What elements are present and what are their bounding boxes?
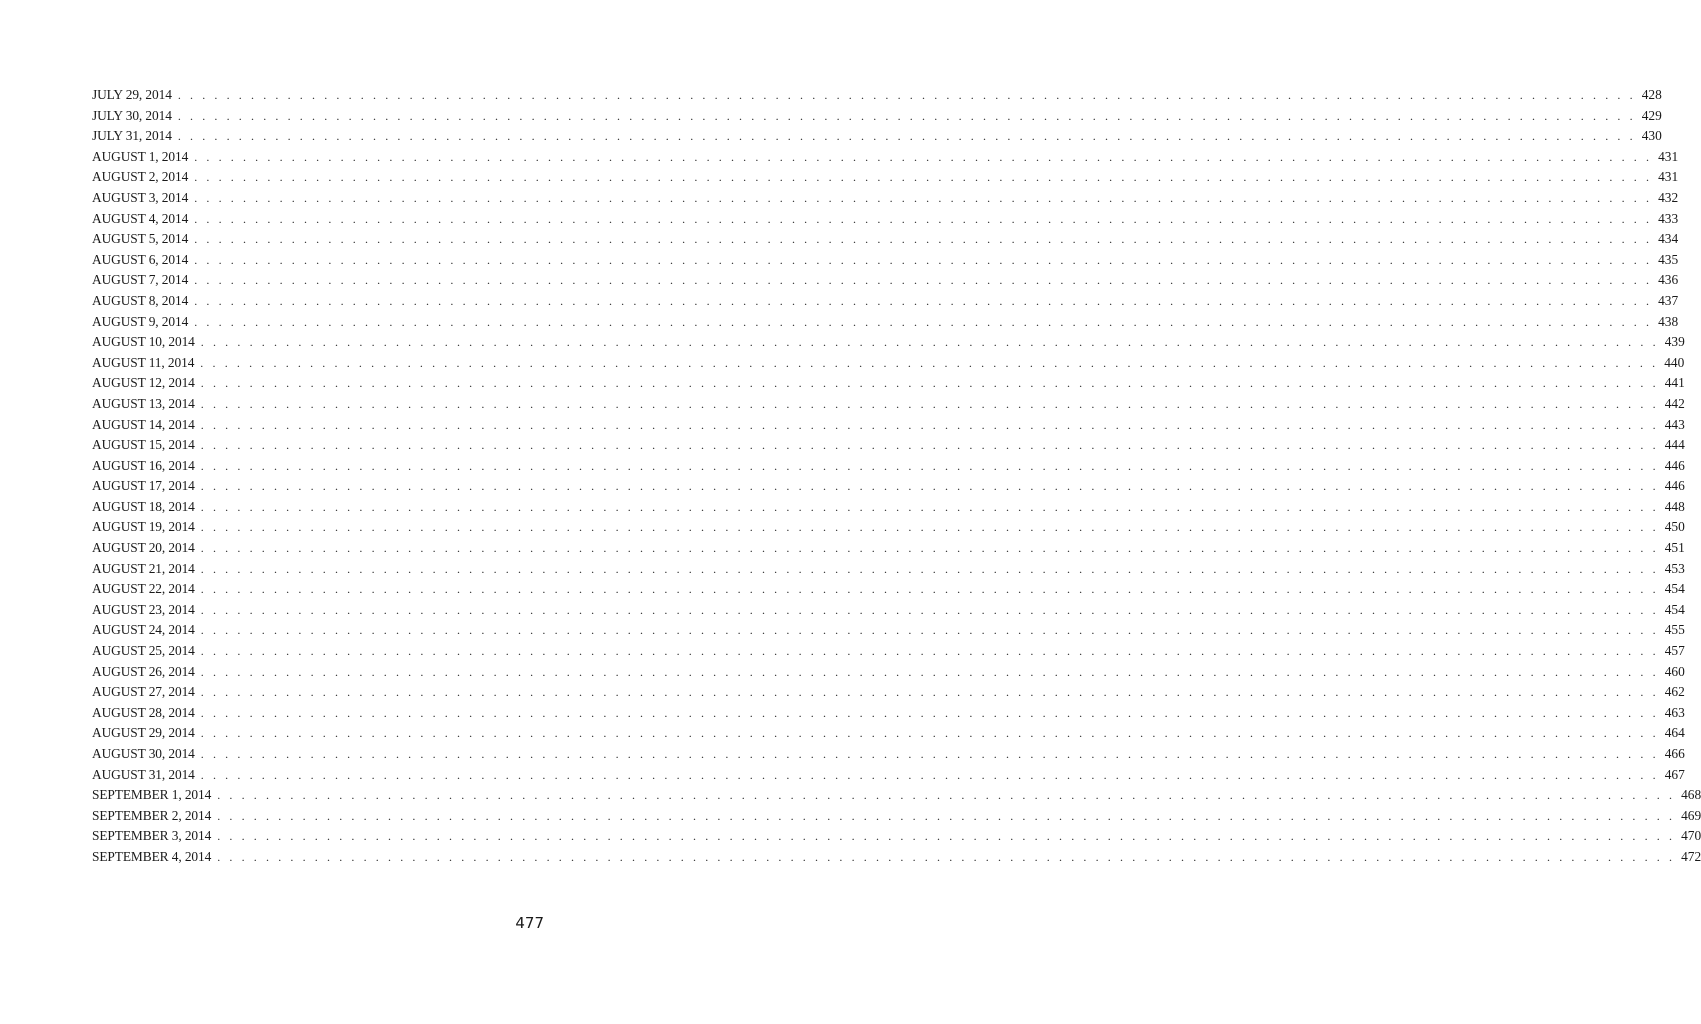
toc-dot-leader: . . . . . . . . . . . . . . . . . . . . . . . . . . . . . . . . . . . . . . . . . . . . . . . . . . . . . . . . . . . . . . . . . . . . . . . . . . . . . . . . . . . . . . . . . . . . . . . . . . . . . . . . . . . . . . . . . . . . . . . . xyxy=(200,355,1659,370)
toc-entry-label: AUGUST 5, 2014 xyxy=(92,231,189,247)
toc-entry-page: 470 xyxy=(1681,828,1701,844)
toc-entry-page: 457 xyxy=(1664,643,1685,659)
toc-dot-leader: . . . . . . . . . . . . . . . . . . . . . . . . . . . . . . . . . . . . . . . . . . . . . . . . . . . . . . . . . . . . . . . . . . . . . . . . . . . . . . . . . . . . . . . . . . . . . . . . . . . . . . . . . . . . . . . . . . . . . . . . xyxy=(200,644,1659,659)
toc-entry[interactable] xyxy=(92,620,1685,641)
toc-entry-label: AUGUST 30, 2014 xyxy=(92,746,195,761)
toc-entry[interactable] xyxy=(92,517,1685,538)
toc-entry[interactable] xyxy=(92,682,1685,703)
toc-entry[interactable] xyxy=(92,229,1679,250)
toc-dot-leader: . . . . . . . . . . . . . . . . . . . . . . . . . . . . . . . . . . . . . . . . . . . . . . . . . . . . . . . . . . . . . . . . . . . . . . . . . . . . . . . . . . . . . . . . . . . . . . . . . . . . . . . . . . . . . . . . . . . . . . . . xyxy=(200,335,1659,350)
toc-entry-page: 472 xyxy=(1681,848,1701,864)
toc-entry-page: 468 xyxy=(1681,787,1701,803)
toc-dot-leader: . . . . . . . . . . . . . . . . . . . . . . . . . . . . . . . . . . . . . . . . . . . . . . . . . . . . . . . . . . . . . . . . . . . . . . . . . . . . . . . . . . . . . . . . . . . . . . . . . . . . . . . . . . . . . . . . . . . . . . . . xyxy=(177,108,1636,123)
toc-dot-leader: . . . . . . . . . . . . . . . . . . . . . . . . . . . . . . . . . . . . . . . . . . . . . . . . . . . . . . . . . . . . . . . . . . . . . . . . . . . . . . . . . . . . . . . . . . . . . . . . . . . . . . . . . . . . . . . . . . . . . . . . xyxy=(200,747,1659,761)
toc-entry-label: AUGUST 20, 2014 xyxy=(92,540,195,556)
toc-dot-leader: . . . . . . . . . . . . . . . . . . . . . . . . . . . . . . . . . . . . . . . . . . . . . . . . . . . . . . . . . . . . . . . . . . . . . . . . . . . . . . . . . . . . . . . . . . . . . . . . . . . . . . . . . . . . . . . . . . . . . . . . xyxy=(200,767,1659,782)
toc-entry[interactable] xyxy=(92,435,1685,456)
toc-entry-label: AUGUST 8, 2014 xyxy=(92,292,189,308)
toc-entry-label: AUGUST 12, 2014 xyxy=(92,375,195,391)
toc-entry-label: AUGUST 14, 2014 xyxy=(92,416,195,432)
toc-entry[interactable] xyxy=(92,703,1685,724)
toc-entry[interactable] xyxy=(92,847,1701,868)
toc-entry-label: AUGUST 21, 2014 xyxy=(92,560,195,576)
toc-entry[interactable] xyxy=(92,723,1685,744)
toc-entry[interactable] xyxy=(92,785,1701,806)
toc-dot-leader: . . . . . . . . . . . . . . . . . . . . . . . . . . . . . . . . . . . . . . . . . . . . . . . . . . . . . . . . . . . . . . . . . . . . . . . . . . . . . . . . . . . . . . . . . . . . . . . . . . . . . . . . . . . . . . . . . . . . . . . . xyxy=(194,170,1653,185)
toc-dot-leader: . . . . . . . . . . . . . . . . . . . . . . . . . . . . . . . . . . . . . . . . . . . . . . . . . . . . . . . . . . . . . . . . . . . . . . . . . . . . . . . . . . . . . . . . . . . . . . . . . . . . . . . . . . . . . . . . . . . . . . . . xyxy=(200,499,1659,514)
toc-dot-leader: . . . . . . . . . . . . . . . . . . . . . . . . . . . . . . . . . . . . . . . . . . . . . . . . . . . . . . . . . . . . . . . . . . . . . . . . . . . . . . . . . . . . . . . . . . . . . . . . . . . . . . . . . . . . . . . . . . . . . . . . xyxy=(200,438,1659,453)
toc-dot-leader: . . . . . . . . . . . . . . . . . . . . . . . . . . . . . . . . . . . . . . . . . . . . . . . . . . . . . . . . . . . . . . . . . . . . . . . . . . . . . . . . . . . . . . . . . . . . . . . . . . . . . . . . . . . . . . . . . . . . . . . . xyxy=(194,273,1653,288)
toc-dot-leader: . . . . . . . . . . . . . . . . . . . . . . . . . . . . . . . . . . . . . . . . . . . . . . . . . . . . . . . . . . . . . . . . . . . . . . . . . . . . . . . . . . . . . . . . . . . . . . . . . . . . . . . . . . . . . . . . . . . . . . . . xyxy=(200,623,1659,638)
toc-entry-label: SEPTEMBER 1, 2014 xyxy=(92,787,212,803)
toc-dot-leader: . . . . . . . . . . . . . . . . . . . . . . . . . . . . . . . . . . . . . . . . . . . . . . . . . . . . . . . . . . . . . . . . . . . . . . . . . . . . . . . . . . . . . . . . . . . . . . . . . . . . . . . . . . . . . . . . . . . . . . . . xyxy=(217,808,1676,823)
toc-entry-page: 435 xyxy=(1658,251,1679,267)
toc-entry[interactable] xyxy=(92,353,1685,374)
toc-entry[interactable] xyxy=(92,250,1679,271)
toc-entry-page: 446 xyxy=(1664,478,1685,494)
toc-entry[interactable] xyxy=(92,209,1679,230)
toc-entry-page: 443 xyxy=(1664,416,1685,432)
toc-dot-leader: . . . . . . . . . . . . . . . . . . . . . . . . . . . . . . . . . . . . . . . . . . . . . . . . . . . . . . . . . . . . . . . . . . . . . . . . . . . . . . . . . . . . . . . . . . . . . . . . . . . . . . . . . . . . . . . . . . . . . . . . xyxy=(200,520,1659,535)
toc-entry-page: 432 xyxy=(1658,189,1679,205)
toc-entry-page: 441 xyxy=(1664,375,1685,391)
toc-entry-label: AUGUST 4, 2014 xyxy=(92,210,189,226)
toc-entry[interactable] xyxy=(92,270,1679,291)
toc-dot-leader: . . . . . . . . . . . . . . . . . . . . . . . . . . . . . . . . . . . . . . . . . . . . . . . . . . . . . . . . . . . . . . . . . . . . . . . . . . . . . . . . . . . . . . . . . . . . . . . . . . . . . . . . . . . . . . . . . . . . . . . . xyxy=(194,190,1653,205)
toc-entry-page: 434 xyxy=(1658,231,1679,247)
toc-dot-leader: . . . . . . . . . . . . . . . . . . . . . . . . . . . . . . . . . . . . . . . . . . . . . . . . . . . . . . . . . . . . . . . . . . . . . . . . . . . . . . . . . . . . . . . . . . . . . . . . . . . . . . . . . . . . . . . . . . . . . . . . xyxy=(194,314,1653,329)
toc-entry-label: AUGUST 31, 2014 xyxy=(92,766,195,782)
toc-entry-page: 466 xyxy=(1664,746,1685,761)
toc-entry-label: AUGUST 9, 2014 xyxy=(92,313,189,329)
toc-entry[interactable] xyxy=(92,373,1685,394)
toc-entry-label: AUGUST 1, 2014 xyxy=(92,148,189,164)
toc-entry-label: SEPTEMBER 4, 2014 xyxy=(92,848,212,864)
toc-entry-page: 463 xyxy=(1664,704,1685,720)
toc-entry-label: AUGUST 27, 2014 xyxy=(92,684,195,700)
toc-entry-label: SEPTEMBER 2, 2014 xyxy=(92,807,212,823)
toc-entry[interactable] xyxy=(92,85,1662,106)
toc-entry-page: 429 xyxy=(1641,107,1662,123)
toc-entry-label: AUGUST 28, 2014 xyxy=(92,704,195,720)
toc-entry-page: 448 xyxy=(1664,498,1685,514)
toc-entry[interactable] xyxy=(92,600,1685,621)
toc-entry[interactable] xyxy=(92,744,1685,765)
toc-entry[interactable] xyxy=(92,765,1685,786)
toc-entry-label: AUGUST 10, 2014 xyxy=(92,334,195,350)
toc-entry-page: 454 xyxy=(1664,581,1685,597)
toc-dot-leader: . . . . . . . . . . . . . . . . . . . . . . . . . . . . . . . . . . . . . . . . . . . . . . . . . . . . . . . . . . . . . . . . . . . . . . . . . . . . . . . . . . . . . . . . . . . . . . . . . . . . . . . . . . . . . . . . . . . . . . . . xyxy=(194,293,1653,308)
toc-entry-label: JULY 30, 2014 xyxy=(92,107,172,123)
toc-entry-page: 446 xyxy=(1664,457,1685,473)
toc-dot-leader: . . . . . . . . . . . . . . . . . . . . . . . . . . . . . . . . . . . . . . . . . . . . . . . . . . . . . . . . . . . . . . . . . . . . . . . . . . . . . . . . . . . . . . . . . . . . . . . . . . . . . . . . . . . . . . . . . . . . . . . . xyxy=(217,829,1676,844)
toc-entry-page: 455 xyxy=(1664,622,1685,638)
toc-dot-leader: . . . . . . . . . . . . . . . . . . . . . . . . . . . . . . . . . . . . . . . . . . . . . . . . . . . . . . . . . . . . . . . . . . . . . . . . . . . . . . . . . . . . . . . . . . . . . . . . . . . . . . . . . . . . . . . . . . . . . . . . xyxy=(200,602,1659,617)
toc-dot-leader: . . . . . . . . . . . . . . . . . . . . . . . . . . . . . . . . . . . . . . . . . . . . . . . . . . . . . . . . . . . . . . . . . . . . . . . . . . . . . . . . . . . . . . . . . . . . . . . . . . . . . . . . . . . . . . . . . . . . . . . . xyxy=(200,685,1659,700)
toc-entry-label: AUGUST 18, 2014 xyxy=(92,498,195,514)
toc-entry[interactable] xyxy=(92,167,1679,188)
toc-entry-label: AUGUST 11, 2014 xyxy=(92,354,195,370)
toc-dot-leader: . . . . . . . . . . . . . . . . . . . . . . . . . . . . . . . . . . . . . . . . . . . . . . . . . . . . . . . . . . . . . . . . . . . . . . . . . . . . . . . . . . . . . . . . . . . . . . . . . . . . . . . . . . . . . . . . . . . . . . . . xyxy=(200,458,1659,473)
toc-entry-page: 467 xyxy=(1664,766,1685,782)
toc-entry-page: 428 xyxy=(1641,87,1662,102)
toc-dot-leader: . . . . . . . . . . . . . . . . . . . . . . . . . . . . . . . . . . . . . . . . . . . . . . . . . . . . . . . . . . . . . . . . . . . . . . . . . . . . . . . . . . . . . . . . . . . . . . . . . . . . . . . . . . . . . . . . . . . . . . . . xyxy=(200,376,1659,391)
toc-entry-page: 451 xyxy=(1664,540,1685,556)
toc-entry-page: 444 xyxy=(1664,437,1685,453)
toc-entry[interactable] xyxy=(92,579,1685,600)
toc-entry-label: AUGUST 3, 2014 xyxy=(92,189,189,205)
toc-dot-leader: . . . . . . . . . . . . . . . . . . . . . . . . . . . . . . . . . . . . . . . . . . . . . . . . . . . . . . . . . . . . . . . . . . . . . . . . . . . . . . . . . . . . . . . . . . . . . . . . . . . . . . . . . . . . . . . . . . . . . . . . xyxy=(200,705,1659,720)
toc-entry-page: 462 xyxy=(1664,684,1685,700)
toc-entry[interactable] xyxy=(92,126,1662,147)
toc-entry-label: AUGUST 13, 2014 xyxy=(92,395,195,411)
toc-entry[interactable] xyxy=(92,188,1679,209)
toc-dot-leader: . . . . . . . . . . . . . . . . . . . . . . . . . . . . . . . . . . . . . . . . . . . . . . . . . . . . . . . . . . . . . . . . . . . . . . . . . . . . . . . . . . . . . . . . . . . . . . . . . . . . . . . . . . . . . . . . . . . . . . . . xyxy=(217,849,1676,864)
toc-entry[interactable] xyxy=(92,291,1679,312)
toc-entry-page: 454 xyxy=(1664,601,1685,617)
toc-dot-leader: . . . . . . . . . . . . . . . . . . . . . . . . . . . . . . . . . . . . . . . . . . . . . . . . . . . . . . . . . . . . . . . . . . . . . . . . . . . . . . . . . . . . . . . . . . . . . . . . . . . . . . . . . . . . . . . . . . . . . . . . xyxy=(194,211,1653,226)
toc-dot-leader: . . . . . . . . . . . . . . . . . . . . . . . . . . . . . . . . . . . . . . . . . . . . . . . . . . . . . . . . . . . . . . . . . . . . . . . . . . . . . . . . . . . . . . . . . . . . . . . . . . . . . . . . . . . . . . . . . . . . . . . . xyxy=(194,232,1653,247)
toc-entry-page: 469 xyxy=(1681,807,1701,823)
toc-entry-label: AUGUST 25, 2014 xyxy=(92,643,195,659)
toc-entry[interactable] xyxy=(92,456,1685,477)
toc-entry[interactable] xyxy=(92,476,1685,497)
toc-entry[interactable] xyxy=(92,394,1685,415)
toc-dot-leader: . . . . . . . . . . . . . . . . . . . . . . . . . . . . . . . . . . . . . . . . . . . . . . . . . . . . . . . . . . . . . . . . . . . . . . . . . . . . . . . . . . . . . . . . . . . . . . . . . . . . . . . . . . . . . . . . . . . . . . . . xyxy=(217,788,1676,803)
toc-dot-leader: . . . . . . . . . . . . . . . . . . . . . . . . . . . . . . . . . . . . . . . . . . . . . . . . . . . . . . . . . . . . . . . . . . . . . . . . . . . . . . . . . . . . . . . . . . . . . . . . . . . . . . . . . . . . . . . . . . . . . . . . xyxy=(200,396,1659,411)
toc-dot-leader: . . . . . . . . . . . . . . . . . . . . . . . . . . . . . . . . . . . . . . . . . . . . . . . . . . . . . . . . . . . . . . . . . . . . . . . . . . . . . . . . . . . . . . . . . . . . . . . . . . . . . . . . . . . . . . . . . . . . . . . . xyxy=(200,561,1659,576)
toc-entry-label: JULY 29, 2014 xyxy=(92,87,172,102)
toc-entry-page: 438 xyxy=(1658,313,1679,329)
toc-entry[interactable] xyxy=(92,332,1685,353)
toc-entry-label: AUGUST 7, 2014 xyxy=(92,272,189,288)
toc-dot-leader: . . . . . . . . . . . . . . . . . . . . . . . . . . . . . . . . . . . . . . . . . . . . . . . . . . . . . . . . . . . . . . . . . . . . . . . . . . . . . . . . . . . . . . . . . . . . . . . . . . . . . . . . . . . . . . . . . . . . . . . . xyxy=(200,479,1659,494)
toc-entry-label: SEPTEMBER 3, 2014 xyxy=(92,828,212,844)
toc-entry[interactable] xyxy=(92,106,1662,127)
toc-entry-label: AUGUST 29, 2014 xyxy=(92,725,195,741)
toc-dot-leader: . . . . . . . . . . . . . . . . . . . . . . . . . . . . . . . . . . . . . . . . . . . . . . . . . . . . . . . . . . . . . . . . . . . . . . . . . . . . . . . . . . . . . . . . . . . . . . . . . . . . . . . . . . . . . . . . . . . . . . . . xyxy=(200,417,1659,432)
toc-entry-label: JULY 31, 2014 xyxy=(92,128,172,144)
toc-dot-leader: . . . . . . . . . . . . . . . . . . . . . . . . . . . . . . . . . . . . . . . . . . . . . . . . . . . . . . . . . . . . . . . . . . . . . . . . . . . . . . . . . . . . . . . . . . . . . . . . . . . . . . . . . . . . . . . . . . . . . . . . xyxy=(200,541,1659,556)
toc-dot-leader: . . . . . . . . . . . . . . . . . . . . . . . . . . . . . . . . . . . . . . . . . . . . . . . . . . . . . . . . . . . . . . . . . . . . . . . . . . . . . . . . . . . . . . . . . . . . . . . . . . . . . . . . . . . . . . . . . . . . . . . . xyxy=(177,129,1636,144)
toc-dot-leader: . . . . . . . . . . . . . . . . . . . . . . . . . . . . . . . . . . . . . . . . . . . . . . . . . . . . . . . . . . . . . . . . . . . . . . . . . . . . . . . . . . . . . . . . . . . . . . . . . . . . . . . . . . . . . . . . . . . . . . . . xyxy=(200,726,1659,741)
toc-entry-page: 436 xyxy=(1658,272,1679,288)
toc-entry-page: 430 xyxy=(1641,128,1662,144)
toc-entry-label: AUGUST 17, 2014 xyxy=(92,478,195,494)
toc-entry-label: AUGUST 2, 2014 xyxy=(92,169,189,185)
toc-entry-page: 450 xyxy=(1664,519,1685,535)
toc-entry-page: 431 xyxy=(1658,148,1679,164)
toc-entry[interactable] xyxy=(92,147,1679,168)
table-of-contents xyxy=(92,85,1701,868)
toc-entry-page: 464 xyxy=(1664,725,1685,741)
toc-entry-page: 460 xyxy=(1664,663,1685,679)
toc-entry[interactable] xyxy=(92,641,1685,662)
toc-entry-page: 442 xyxy=(1664,395,1685,411)
toc-entry-label: AUGUST 22, 2014 xyxy=(92,581,195,597)
toc-dot-leader: . . . . . . . . . . . . . . . . . . . . . . . . . . . . . . . . . . . . . . . . . . . . . . . . . . . . . . . . . . . . . . . . . . . . . . . . . . . . . . . . . . . . . . . . . . . . . . . . . . . . . . . . . . . . . . . . . . . . . . . . xyxy=(200,582,1659,597)
toc-entry[interactable] xyxy=(92,312,1679,333)
page-number: 477 xyxy=(515,914,544,932)
toc-entry-page: 433 xyxy=(1658,210,1679,226)
toc-entry[interactable] xyxy=(92,662,1685,683)
toc-entry[interactable] xyxy=(92,826,1701,847)
toc-entry-page: 440 xyxy=(1664,354,1685,370)
toc-dot-leader: . . . . . . . . . . . . . . . . . . . . . . . . . . . . . . . . . . . . . . . . . . . . . . . . . . . . . . . . . . . . . . . . . . . . . . . . . . . . . . . . . . . . . . . . . . . . . . . . . . . . . . . . . . . . . . . . . . . . . . . . xyxy=(177,88,1636,102)
toc-entry-page: 437 xyxy=(1658,292,1679,308)
toc-dot-leader: . . . . . . . . . . . . . . . . . . . . . . . . . . . . . . . . . . . . . . . . . . . . . . . . . . . . . . . . . . . . . . . . . . . . . . . . . . . . . . . . . . . . . . . . . . . . . . . . . . . . . . . . . . . . . . . . . . . . . . . . xyxy=(194,149,1653,164)
toc-entry-label: AUGUST 15, 2014 xyxy=(92,437,195,453)
toc-entry[interactable] xyxy=(92,497,1685,518)
toc-entry-label: AUGUST 6, 2014 xyxy=(92,251,189,267)
toc-entry-label: AUGUST 24, 2014 xyxy=(92,622,195,638)
toc-dot-leader: . . . . . . . . . . . . . . . . . . . . . . . . . . . . . . . . . . . . . . . . . . . . . . . . . . . . . . . . . . . . . . . . . . . . . . . . . . . . . . . . . . . . . . . . . . . . . . . . . . . . . . . . . . . . . . . . . . . . . . . . xyxy=(200,664,1659,679)
toc-entry[interactable] xyxy=(92,559,1685,580)
toc-entry-label: AUGUST 16, 2014 xyxy=(92,457,195,473)
toc-entry-page: 453 xyxy=(1664,560,1685,576)
toc-entry-label: AUGUST 19, 2014 xyxy=(92,519,195,535)
toc-entry[interactable] xyxy=(92,538,1685,559)
toc-entry[interactable] xyxy=(92,415,1685,436)
toc-entry-label: AUGUST 23, 2014 xyxy=(92,601,195,617)
toc-entry[interactable] xyxy=(92,806,1701,827)
toc-entry-page: 439 xyxy=(1664,334,1685,350)
toc-entry-page: 431 xyxy=(1658,169,1679,185)
toc-dot-leader: . . . . . . . . . . . . . . . . . . . . . . . . . . . . . . . . . . . . . . . . . . . . . . . . . . . . . . . . . . . . . . . . . . . . . . . . . . . . . . . . . . . . . . . . . . . . . . . . . . . . . . . . . . . . . . . . . . . . . . . . xyxy=(194,252,1653,267)
toc-entry-label: AUGUST 26, 2014 xyxy=(92,663,195,679)
